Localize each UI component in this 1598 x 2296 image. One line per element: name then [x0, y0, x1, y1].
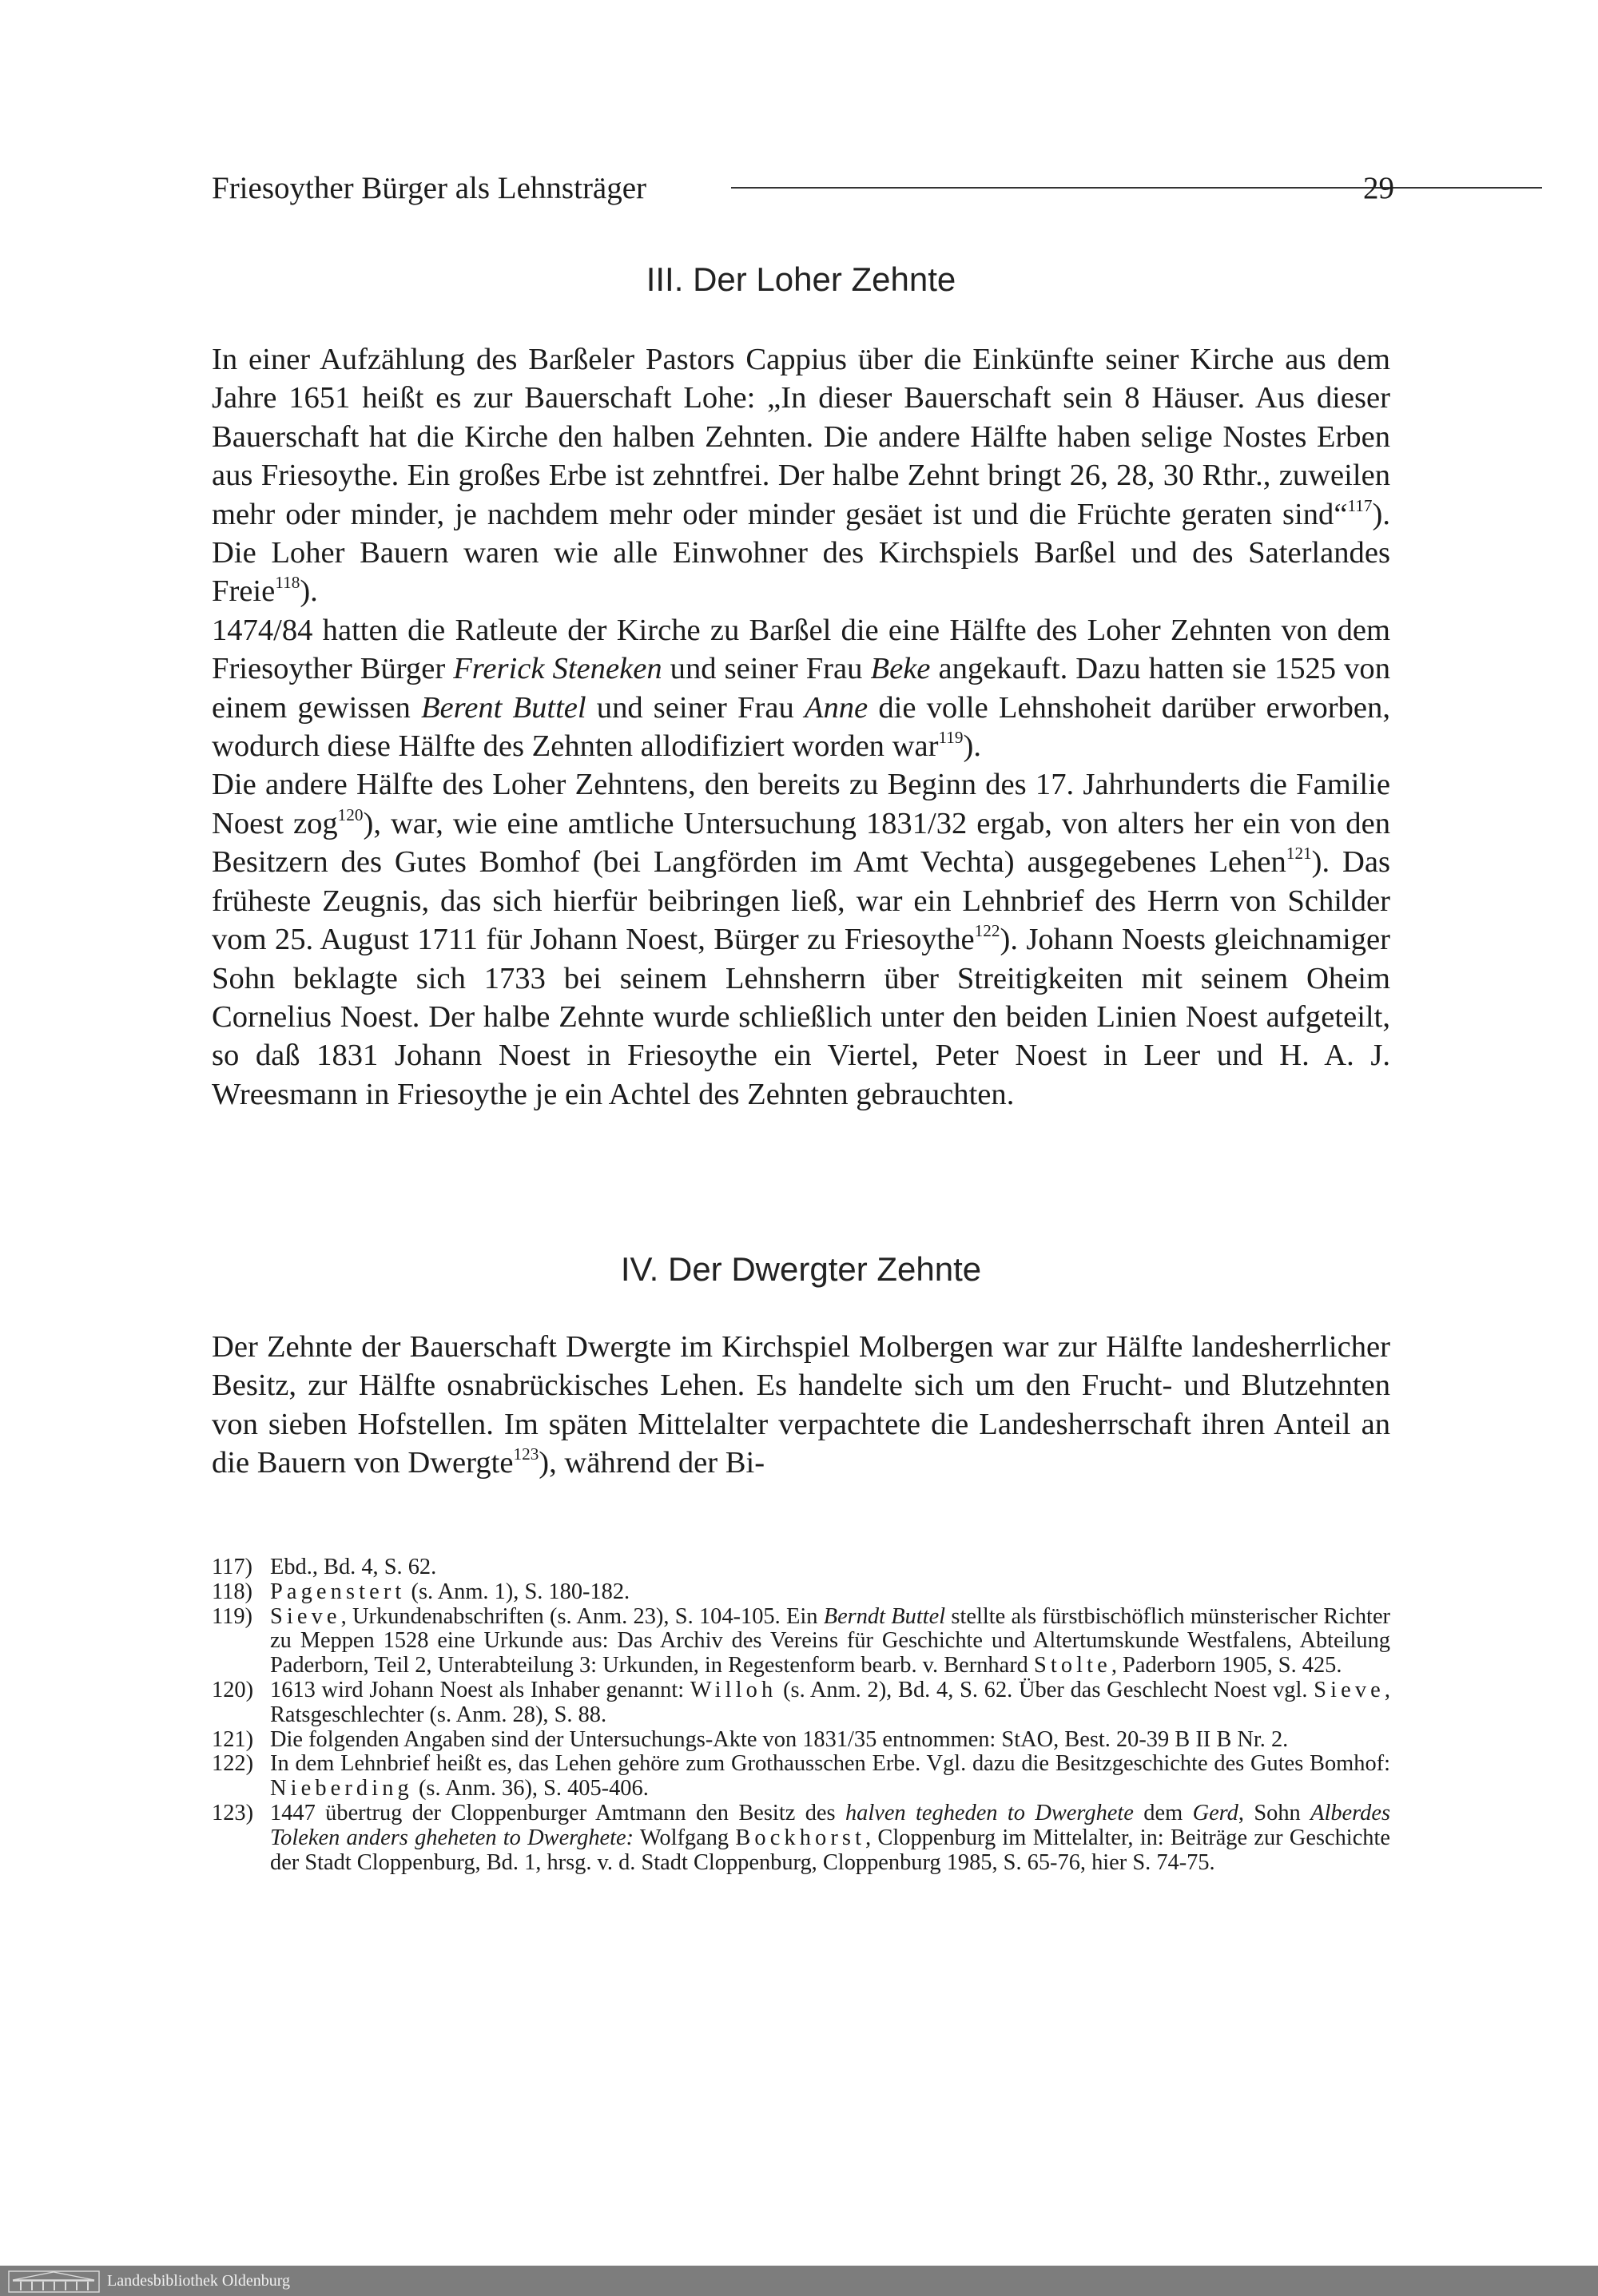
running-head-title: Friesoyther Bürger als Lehnsträger — [212, 171, 647, 205]
section-body-loher-zehnte — [212, 340, 1390, 1114]
footnote-123: 123) 1447 übertrug der Cloppenburger Amtmann den Besitz des halven tegheden to Dwerghete dem Gerd, Sohn Alberdes Toleken anders gheheten to Dwerghete: Wolfgang Bockhorst, Cloppenburg im Mittelalter, in: Beiträge zur Geschichte der Stadt Cloppenburg, Bd. 1, hrsg. v. d. Stadt Cloppenburg, Cloppenburg 1985, S. 65-76, hier S. 74-75. — [212, 1800, 1390, 1875]
author-name: Pagenstert — [270, 1579, 406, 1604]
library-building-icon — [8, 2269, 100, 2293]
author-name: Sieve — [1314, 1677, 1385, 1702]
author-name: Sieve — [270, 1603, 341, 1629]
footnotes — [212, 1555, 1390, 1875]
footnote-120: 120) 1613 wird Johann Noest als Inhaber genannt: Willoh (s. Anm. 2), Bd. 4, S. 62. Über das Geschlecht Noest vgl. Sieve, Ratsgeschlechter (s. Anm. 28), S. 88. — [212, 1677, 1390, 1727]
quote-halven-tegheden: halven tegheden to Dwerghete — [845, 1800, 1134, 1825]
author-name: Nieberding — [270, 1776, 413, 1801]
quote-alberdes-toleken: Alberdes Toleken anders gheheten to Dwerghete: — [270, 1800, 1390, 1850]
footnote-ref-121: 121 — [1286, 844, 1312, 864]
footnote-122: 122) In dem Lehnbrief heißt es, das Lehen gehöre zum Grothausschen Erbe. Vgl. dazu die Besitzgeschichte des Gutes Bomhof: Nieberding (s. Anm. 36), S. 405-406. — [212, 1751, 1390, 1801]
section-heading-loher-zehnte: III. Der Loher Zehnte — [646, 260, 956, 298]
footnote-117: 117) Ebd., Bd. 4, S. 62. — [212, 1555, 437, 1579]
author-name: Willoh — [690, 1677, 777, 1702]
section-body-dwergter-zehnte — [212, 1328, 1390, 1483]
footnote-ref-123: 123 — [513, 1444, 539, 1464]
footnote-ref-122: 122 — [974, 921, 1000, 941]
footnote-ref-117: 117 — [1347, 495, 1373, 515]
paragraph-ratleute: 1474/84 hatten die Ratleute der Kirche zu Barßel die eine Hälfte des Loher Zehnten von dem Friesoyther Bürger Frerick Steneken und seiner Frau Beke angekauft. Dazu hatten sie 1525 von einem gewissen Berent Buttel und seiner Frau Anne die volle Lehnshoheit darüber erworben, wodurch diese Hälfte des Zehnten allodifiziert worden war$^{119}$). — [212, 613, 1390, 764]
name-berent-buttel: Berent Buttel — [420, 690, 586, 725]
name-beke: Beke — [870, 652, 931, 686]
paragraph-noest: Die andere Hälfte des Loher Zehntens, den bereits zu Beginn des 17. Jahrhunderts die Familie Noest zog$^{120}$), war, wie eine amtliche Untersuchung 1831/32 ergab, von alters her ein von den Besitzern des Gutes Bomhof (bei Langförden im Amt Vechta) ausgegebenes Lehen$^{121}$). Das früheste Zeugnis, das sich hierfür beibringen ließ, war ein Lehnbrief des Herrn von Schilder vom 25. August 1711 für Johann Noest, Bürger zu Friesoythe$^{122}$). Johann Noests gleichnamiger Sohn beklagte sich 1733 bei seinem Lehnsherrn über Streitigkeiten mit seinem Oheim Cornelius Noest. Der halbe Zehnte wurde schließlich unter den beiden Linien Noest aufgeteilt, so daß 1831 Johann Noest in Friesoythe ein Viertel, Peter Noest in Leer und H. A. J. Wreesmann in Friesoythe je ein Achtel des Zehnten gebrauchten. — [212, 768, 1390, 1111]
name-anne: Anne — [804, 690, 869, 725]
name-frerick-steneken: Frerick Steneken — [453, 652, 662, 686]
section-heading-dwergter-zehnte: IV. Der Dwergter Zehnte — [620, 1250, 982, 1288]
page-number: 29 — [1363, 171, 1394, 205]
library-label: Landesbibliothek Oldenburg — [107, 2272, 291, 2290]
footnote-ref-120: 120 — [337, 804, 364, 824]
author-name: Stolte — [1033, 1653, 1111, 1678]
footnote-118: 118) Pagenstert (s. Anm. 1), S. 180-182. — [212, 1579, 630, 1604]
name-berndt-buttel: Berndt Buttel — [823, 1603, 946, 1629]
author-name: Bockhorst — [735, 1825, 866, 1850]
footnote-121: 121) Die folgenden Angaben sind der Untersuchungs-Akte von 1831/35 entnommen: StAO, Best. 20-39 B II B Nr. 2. — [212, 1726, 1289, 1752]
name-gerd: Gerd — [1192, 1800, 1238, 1825]
paragraph-dwergte: Der Zehnte der Bauerschaft Dwergte im Kirchspiel Molbergen war zur Hälfte landesherrlicher Besitz, zur Hälfte osnabrückisches Lehen. Es handelte sich um den Frucht- und Blutzehnten von sieben Hofstellen. Im späten Mittelalter verpachtete die Landesherrschaft ihren Anteil an die Bauern von Dwergte$^{123}$), während der Bi- — [212, 1330, 1390, 1480]
footnote-ref-118: 118 — [275, 573, 300, 593]
paragraph-cappius: In einer Aufzählung des Barßeler Pastors Cappius über die Einkünfte seiner Kirche aus dem Jahre 1651 heißt es zur Bauerschaft Lohe: „In dieser Bauerschaft sein 8 Häuser. Aus dieser Bauerschaft hat die Kirche den halben Zehnten. Die andere Hälfte haben selige Nostes Erben aus Friesoythe. Ein großes Erbe ist zehntfrei. Der halbe Zehnt bringt 26, 28, 30 Rthr., zuweilen mehr oder minder, je nachdem mehr oder minder gesäet ist und die Früchte geraten sind“$^{117}$). Die Loher Bauern waren wie alle Einwohner des Kirchspiels Barßel und des Saterlandes Freie$^{118}$). — [212, 343, 1390, 609]
running-head — [212, 168, 1394, 209]
footnote-ref-119: 119 — [938, 728, 964, 748]
footer-bar — [0, 2266, 1598, 2296]
footnote-119: 119) Sieve, Urkundenabschriften (s. Anm. 23), S. 104-105. Ein Berndt Buttel stellte als fürstbischöflich münsterischer Richter zu Meppen 1528 eine Urkunde aus: Das Archiv des Vereins für Geschichte und Altertumskunde Westfalens, Abteilung Paderborn, Teil 2, Unterabteilung 3: Urkunden, in Regestenform bearb. v. Bernhard Stolte, Paderborn 1905, S. 425. — [212, 1603, 1390, 1678]
running-head-rule — [731, 187, 1542, 189]
